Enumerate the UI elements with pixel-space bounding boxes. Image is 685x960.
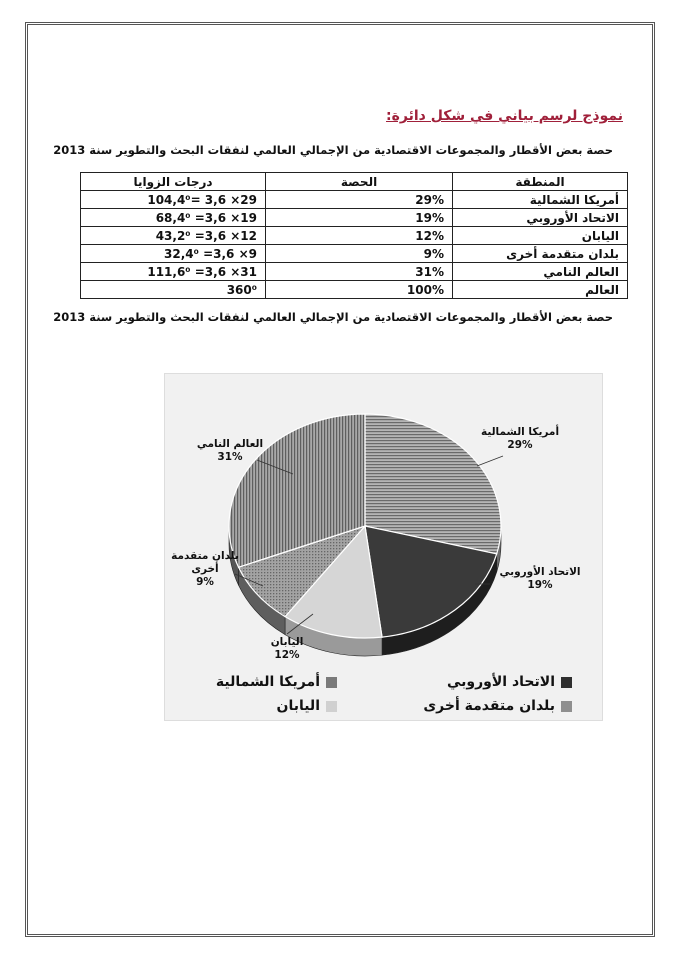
data-table [80, 172, 628, 299]
slice-eu-label [490, 566, 590, 592]
pie-chart-svg [165, 374, 602, 674]
table-header-row [81, 173, 628, 191]
cell-share: 29% [266, 191, 453, 209]
legend-item-north-america: أمريكا الشمالية [216, 674, 337, 690]
legend-item-eu: الاتحاد الأوروبي [447, 674, 572, 690]
slice-other-advanced-label [165, 550, 245, 589]
cell-share: 31% [266, 263, 453, 281]
slice-name: اليابان [270, 636, 304, 648]
cell-region: أمريكا الشمالية [453, 191, 628, 209]
chart-caption: حصة بعض الأقطار والمجموعات الاقتصادية من الإجمالي العالمي لنفقات البحث والتطوير سنة 2013 [53, 310, 613, 324]
cell-region: الاتحاد الأوروبي [453, 209, 628, 227]
table-row [81, 209, 628, 227]
header-angle: درجات الزوايا [81, 173, 266, 191]
slice-name: العالم النامي [196, 438, 264, 450]
slice-percent: 19% [527, 579, 553, 591]
cell-angle: 9× 3,6= 32,4⁰ [81, 245, 266, 263]
chart-legend [165, 672, 602, 720]
slice-north-america-leader-line [477, 456, 503, 466]
slice-name: بلدان متقدمة [171, 550, 239, 562]
table-row [81, 263, 628, 281]
page-heading: نموذج لرسم بياني في شكل دائرة: [386, 108, 623, 124]
header-share: الحصة [266, 173, 453, 191]
cell-share: 100% [266, 281, 453, 299]
legend-swatch [326, 677, 337, 688]
cell-region: العالم [453, 281, 628, 299]
table-row [81, 227, 628, 245]
cell-angle: 29× 3,6 =104,4⁰ [81, 191, 266, 209]
table-row [81, 191, 628, 209]
header-region: المنطقة [453, 173, 628, 191]
slice-developing-label [175, 438, 285, 464]
legend-swatch [561, 701, 572, 712]
slice-percent: 29% [507, 439, 533, 451]
cell-angle: 19× 3,6= 68,4⁰ [81, 209, 266, 227]
cell-share: 9% [266, 245, 453, 263]
legend-swatch [561, 677, 572, 688]
slice-name: الاتحاد الأوروبي [499, 566, 581, 578]
pie-chart [164, 373, 603, 721]
cell-angle: 12× 3,6= 43,2⁰ [81, 227, 266, 245]
table-title: حصة بعض الأقطار والمجموعات الاقتصادية من الإجمالي العالمي لنفقات البحث والتطوير سنة 2013 [53, 143, 613, 157]
slice-name: أخرى [191, 563, 219, 575]
cell-region: العالم النامي [453, 263, 628, 281]
cell-region: اليابان [453, 227, 628, 245]
slice-name: أمريكا الشمالية [480, 426, 560, 438]
slice-percent: 31% [217, 451, 243, 463]
cell-region: بلدان متقدمة أخرى [453, 245, 628, 263]
legend-item-japan: اليابان [277, 698, 338, 714]
cell-share: 12% [266, 227, 453, 245]
slice-percent: 12% [274, 649, 300, 661]
cell-angle: 360⁰ [81, 281, 266, 299]
table-row [81, 245, 628, 263]
legend-item-other-advanced: بلدان متقدمة أخرى [423, 698, 572, 714]
cell-share: 19% [266, 209, 453, 227]
table-row [81, 281, 628, 299]
slice-north-america-label [465, 426, 575, 452]
slice-percent: 9% [196, 576, 214, 588]
slice-japan-label [257, 636, 317, 662]
cell-angle: 31× 3,6= 111,6⁰ [81, 263, 266, 281]
legend-swatch [326, 701, 337, 712]
